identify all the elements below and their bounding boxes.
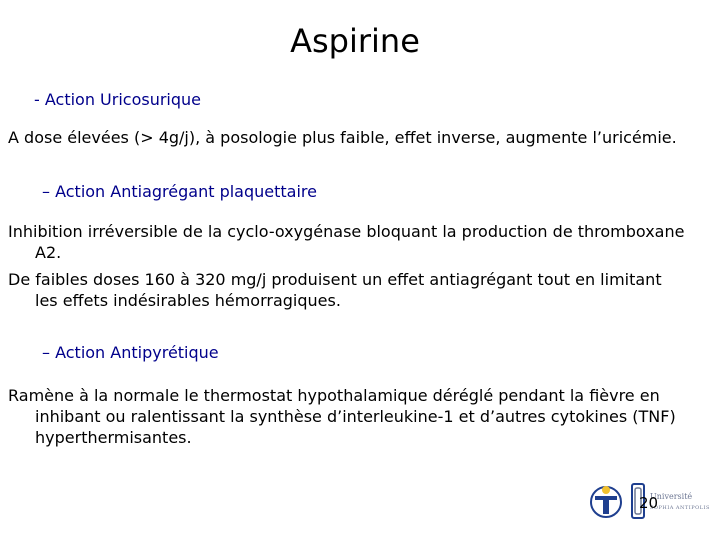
paragraph-uricosurique: [8, 127, 677, 148]
logo-line1: Université: [650, 492, 693, 501]
paragraph-line: De faibles doses 160 à 320 mg/j produisent un effet antiagrégant tout en limitant: [8, 270, 662, 289]
paragraph-line: inhibant ou ralentissant la synthèse d’interleukine-1 et d’autres cytokines (TNF): [35, 407, 676, 426]
paragraph-line: A dose élevées (> 4g/j), à posologie plus faible, effet inverse, augmente l’uricémie.: [8, 128, 677, 147]
section-heading-antipyretique: – Action Antipyrétique: [42, 343, 219, 362]
paragraph-antiagregant-2: [8, 269, 662, 311]
paragraph-antipyretique: [8, 385, 676, 448]
paragraph-antiagregant-1: [8, 221, 684, 263]
page-number: 20: [639, 494, 659, 512]
section-heading-antiagregant: – Action Antiagrégant plaquettaire: [42, 182, 317, 201]
slide-title: Aspirine: [290, 22, 420, 60]
paragraph-line: les effets indésirables hémorragiques.: [35, 291, 341, 310]
section-heading-uricosurique: - Action Uricosurique: [34, 90, 202, 109]
paragraph-line: A2.: [35, 243, 62, 262]
paragraph-line: hyperthermisantes.: [35, 428, 192, 447]
paragraph-line: Inhibition irréversible de la cyclo-oxygénase bloquant la production de thromboxane: [8, 222, 685, 241]
logo-line2: SOPHIA ANTIPOLIS: [650, 505, 710, 511]
paragraph-line: Ramène à la normale le thermostat hypothalamique déréglé pendant la fièvre en: [8, 386, 660, 405]
